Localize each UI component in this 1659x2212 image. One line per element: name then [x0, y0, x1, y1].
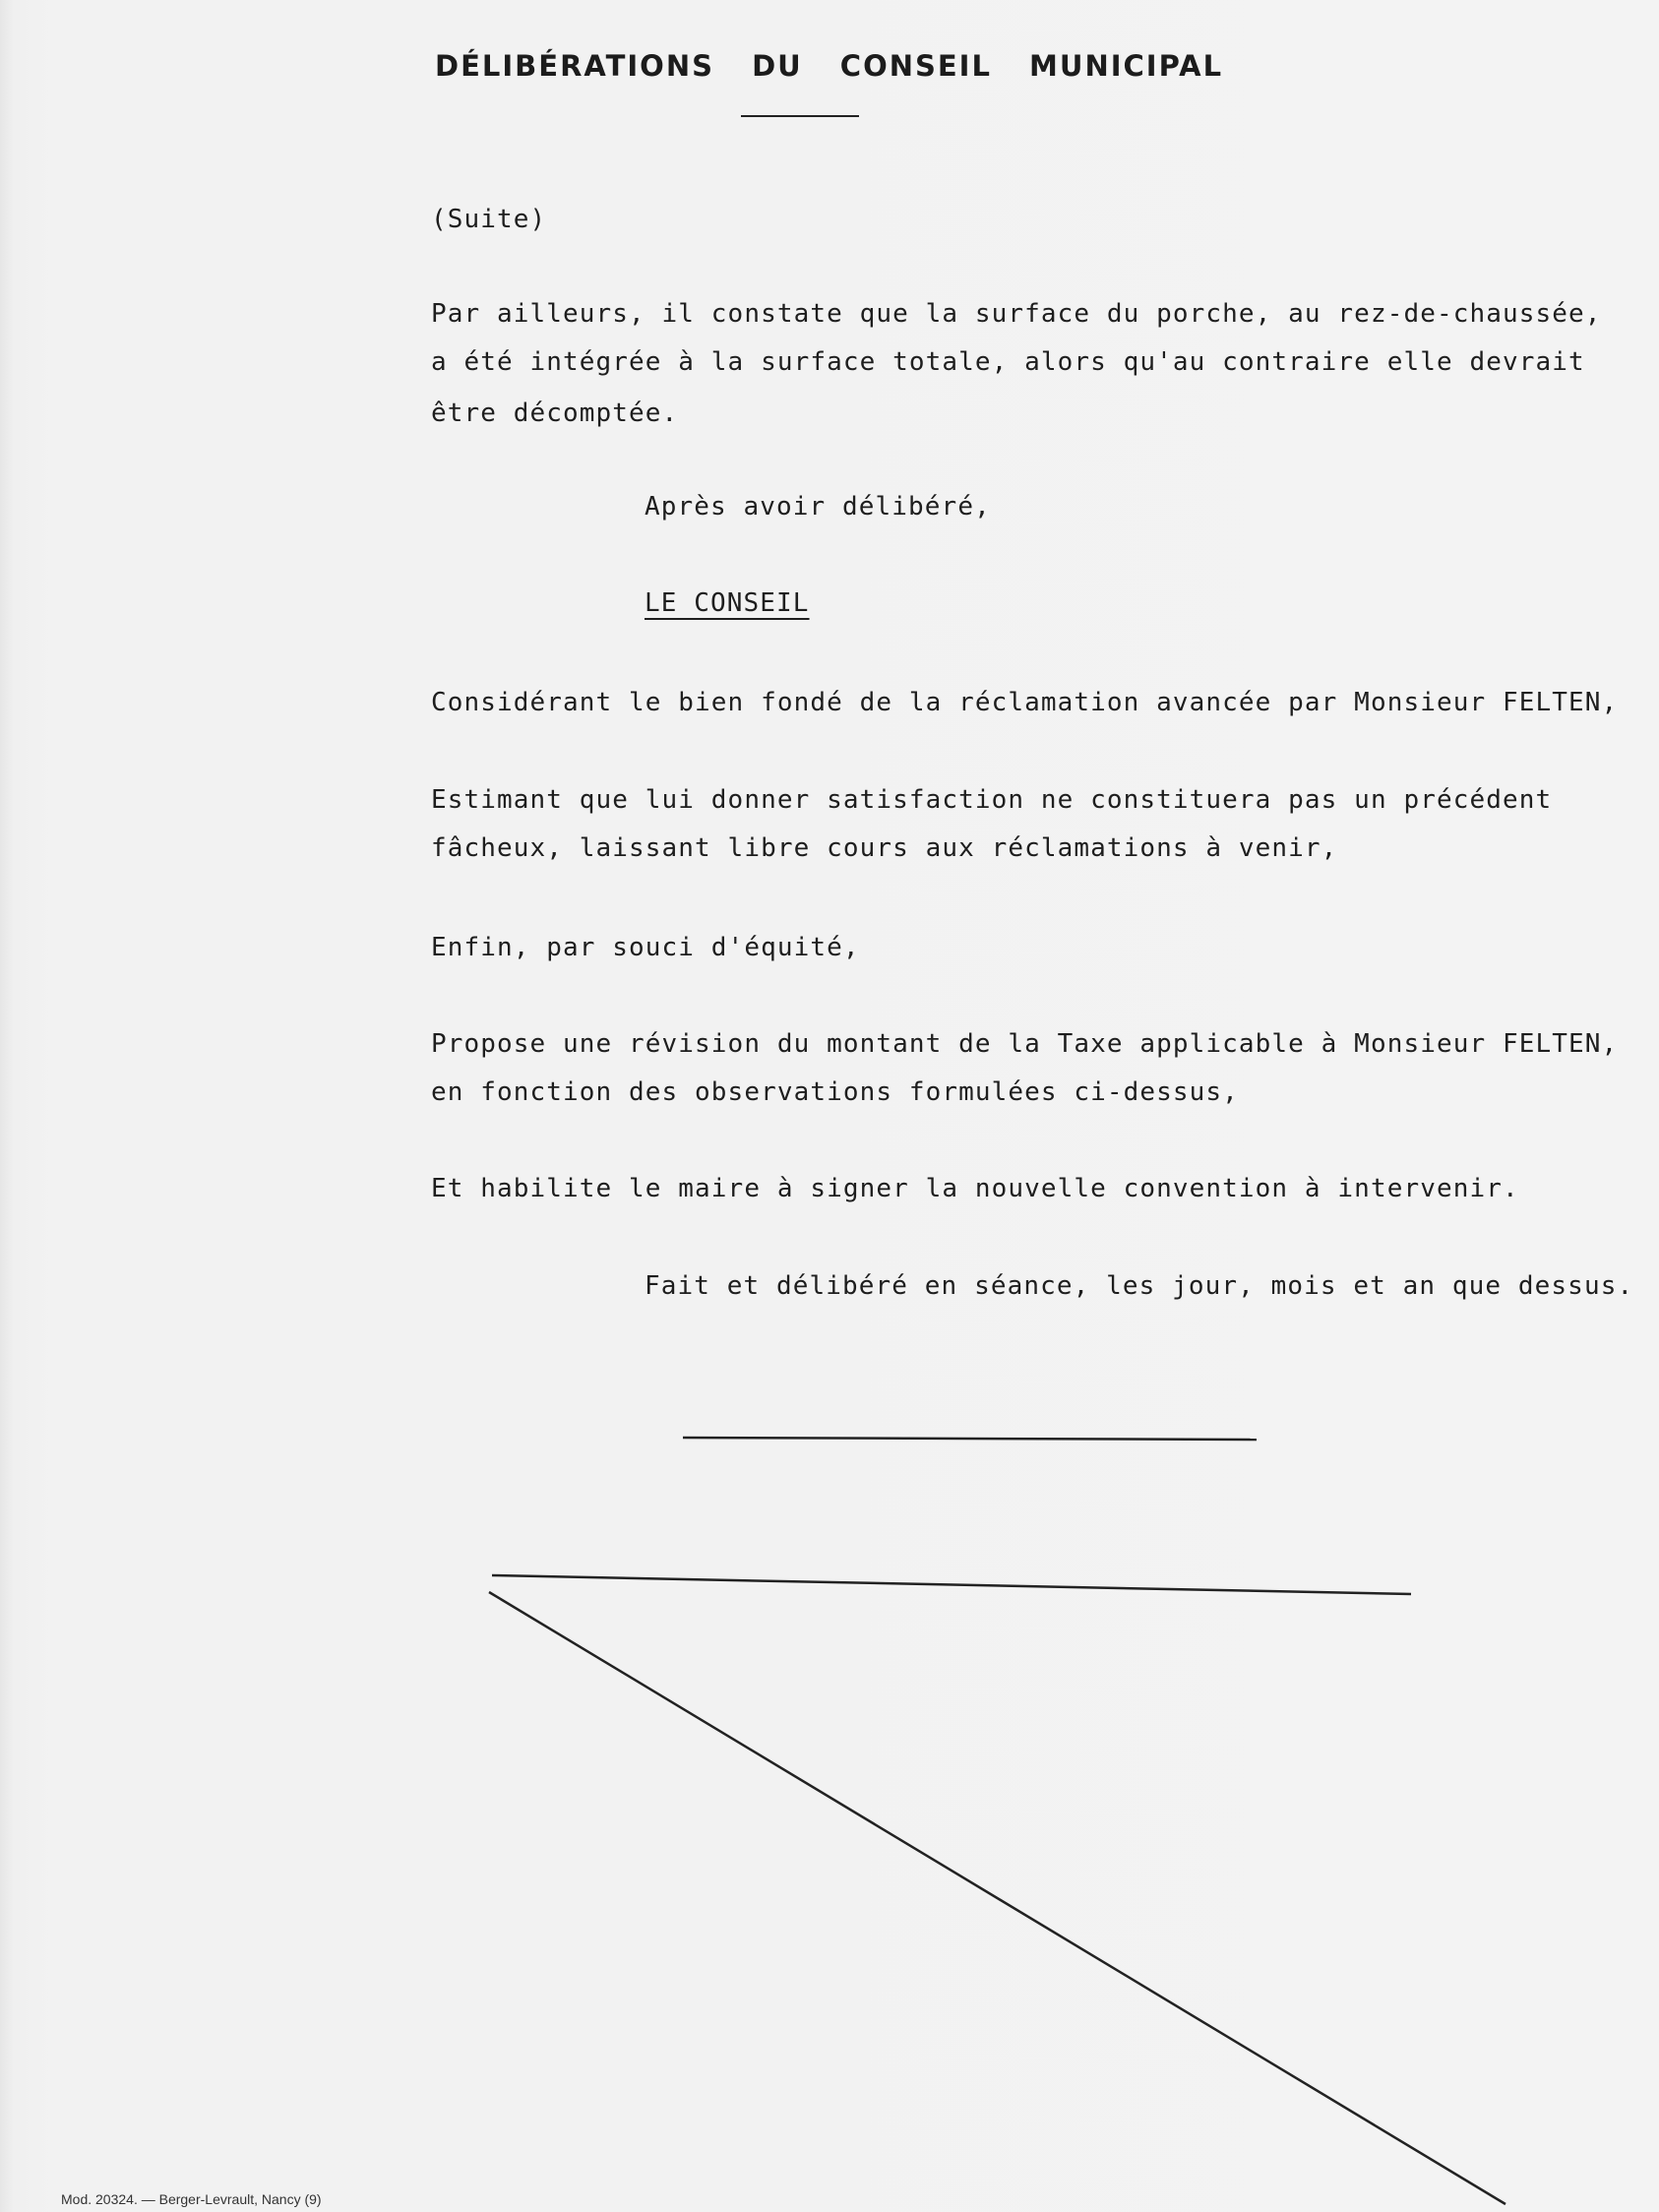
- paragraph-line: être décomptée.: [431, 399, 679, 428]
- strike-rule: [492, 1575, 1411, 1594]
- diagonal-strike: [489, 1592, 1505, 2204]
- estimating-line: Estimant que lui donner satisfaction ne constituera pas un précédent: [431, 785, 1553, 815]
- authorization-line: Et habilite le maire à signer la nouvelle convention à intervenir.: [431, 1174, 1519, 1203]
- considering-line: Considérant le bien fondé de la réclamation avancée par Monsieur FELTEN,: [431, 688, 1619, 717]
- continuation-label: (Suite): [431, 205, 547, 234]
- printer-footer: Mod. 20324. — Berger-Levrault, Nancy (9): [61, 2191, 322, 2207]
- paragraph-line: Par ailleurs, il constate que la surface du porche, au rez-de-chaussée,: [431, 299, 1602, 329]
- council-label: LE CONSEIL: [645, 588, 810, 618]
- estimating-line: fâcheux, laissant libre cours aux réclamations à venir,: [431, 833, 1338, 863]
- signature-rule: [683, 1438, 1257, 1440]
- deliberation-line: Après avoir délibéré,: [645, 492, 991, 522]
- proposal-line: Propose une révision du montant de la Taxe applicable à Monsieur FELTEN,: [431, 1029, 1619, 1059]
- equity-line: Enfin, par souci d'équité,: [431, 933, 860, 962]
- closing-line: Fait et délibéré en séance, les jour, mois et an que dessus.: [645, 1271, 1634, 1301]
- paragraph-line: a été intégrée à la surface totale, alors qu'au contraire elle devrait: [431, 347, 1585, 377]
- document-heading: DÉLIBÉRATIONS DU CONSEIL MUNICIPAL: [435, 49, 1224, 83]
- proposal-line: en fonction des observations formulées ci-dessus,: [431, 1077, 1239, 1107]
